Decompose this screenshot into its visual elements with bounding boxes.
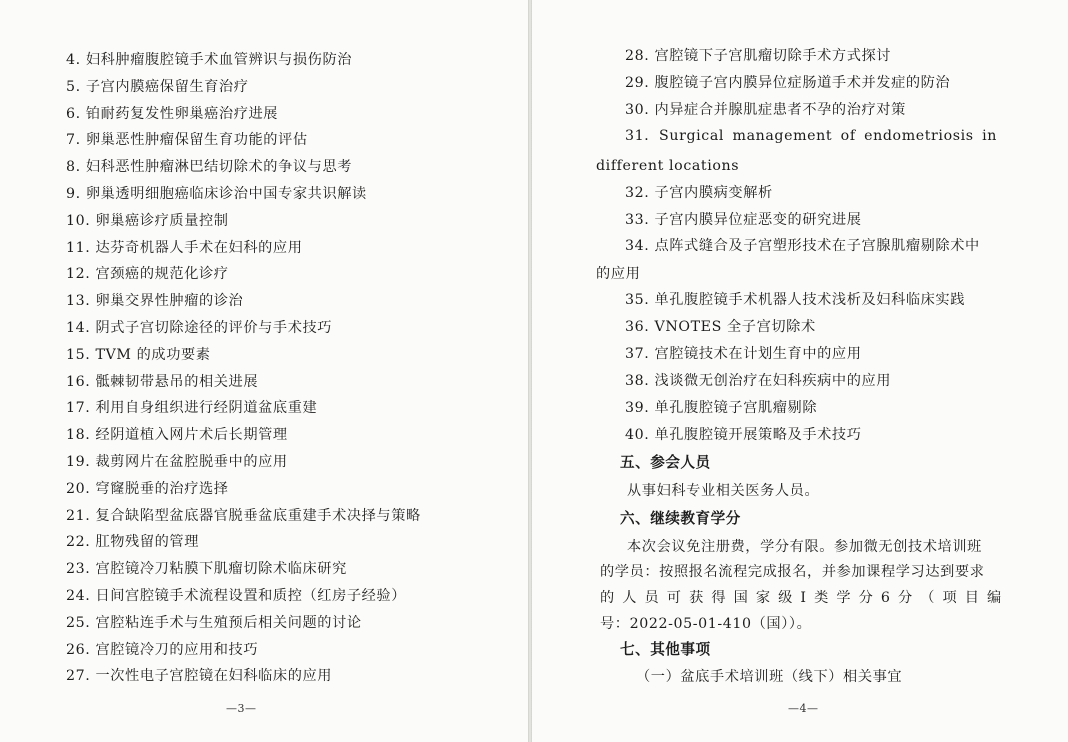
section6-line4: 号：2022-05-01-410（国））。 <box>600 616 812 632</box>
section6-line3-char: 的 <box>600 590 615 606</box>
list-item: 8. 妇科恶性肿瘤淋巴结切除术的争议与思考 <box>66 159 353 176</box>
list-item: 19. 裁剪网片在盆腔脱垂中的应用 <box>66 454 288 470</box>
section6-line3-char: 国 <box>733 590 749 606</box>
section6-line3-char: 人 <box>622 590 638 606</box>
list-item: 4. 妇科肿瘤腹腔镜手术血管辨识与损伤防治 <box>66 52 353 68</box>
list-item: 28. 宫腔镜下子宫肌瘤切除手术方式探讨 <box>625 48 892 64</box>
list-item-34: 34. 点阵式缝合及子宫塑形技术在子宫腺肌瘤剔除术中 <box>625 238 980 254</box>
section6-line3-char: 分 <box>897 590 913 606</box>
list-item: 14. 阴式子宫切除途径的评价与手术技巧 <box>66 320 333 336</box>
list-item: 20. 穹窿脱垂的治疗选择 <box>66 480 229 497</box>
list-item: 6. 铂耐药复发性卵巢癌治疗进展 <box>66 105 279 122</box>
list-item: 36. VNOTES 全子宫切除术 <box>625 319 816 335</box>
left-page <box>0 0 528 742</box>
list-item: 7. 卵巢恶性肿瘤保留生育功能的评估 <box>66 132 308 149</box>
section6-line3-char: 得 <box>711 590 727 606</box>
section6-line3-char: 分 <box>858 590 874 606</box>
section6-line2: 的学员：按照报名流程完成报名，并参加课程学习达到要求 <box>600 564 985 580</box>
section6-line3-char: （ <box>920 590 936 606</box>
list-item: 12. 宫颈癌的规范化诊疗 <box>66 266 229 283</box>
page-number-left: —3— <box>226 702 257 715</box>
section6-line1: 本次会议免注册费，学分有限。参加微无创技术培训班 <box>627 539 982 555</box>
section7-subheading: （一）盆底手术培训班（线下）相关事宜 <box>636 669 903 685</box>
section6-line3-char: 获 <box>689 590 704 606</box>
item31-word: 31．Surgical <box>625 128 725 144</box>
section6-heading: 六、继续教育学分 <box>620 510 741 527</box>
list-item: 11. 达芬奇机器人手术在妇科的应用 <box>66 239 303 256</box>
list-item: 22. 肛物残留的管理 <box>66 534 199 551</box>
page-number-right: —4— <box>788 702 819 715</box>
list-item: 23. 宫腔镜冷刀粘膜下肌瘤切除术临床研究 <box>66 561 347 578</box>
list-item: 21. 复合缺陷型盆底器官脱垂盆底重建手术决择与策略 <box>66 507 421 524</box>
section5-heading: 五、参会人员 <box>620 454 711 471</box>
list-item: 40. 单孔腹腔镜开展策略及手术技巧 <box>625 427 862 443</box>
list-item: 32. 子宫内膜病变解析 <box>625 185 773 201</box>
section6-line3-char: 6 <box>880 590 891 606</box>
section6-line3-char: 员 <box>644 590 660 606</box>
list-item: 38. 浅谈微无创治疗在妇科疾病中的应用 <box>625 373 892 389</box>
list-item: 29. 腹腔镜子宫内膜异位症肠道手术并发症的防治 <box>625 75 951 91</box>
list-item: 16. 骶棘韧带悬吊的相关进展 <box>66 373 259 390</box>
item31-word: endometriosis <box>864 128 974 144</box>
list-item: 30. 内异症合并腺肌症患者不孕的治疗对策 <box>625 102 906 118</box>
item31-word: of <box>840 128 856 144</box>
item31-word: in <box>982 128 997 144</box>
section6-line3-char: 编 <box>987 590 1002 606</box>
list-item: 26. 宫腔镜冷刀的应用和技巧 <box>66 641 259 658</box>
section6-line3-char: 类 <box>814 590 829 606</box>
list-item: 15. TVM 的成功要素 <box>66 346 211 363</box>
list-item-31-cont: different locations <box>596 158 740 174</box>
list-item: 17. 利用自身组织进行经阴道盆底重建 <box>66 400 318 417</box>
list-item: 27. 一次性电子宫腔镜在妇科临床的应用 <box>66 668 333 685</box>
list-item: 5. 子宫内膜癌保留生育治疗 <box>66 78 249 95</box>
section6-line3-char: 家 <box>755 590 771 606</box>
section5-text: 从事妇科专业相关医务人员。 <box>627 483 820 499</box>
item31-word: management <box>732 128 833 144</box>
section6-line3-char: 学 <box>836 590 852 606</box>
list-item: 35. 单孔腹腔镜手术机器人技术浅析及妇科临床实践 <box>625 292 966 308</box>
list-item: 9. 卵巢透明细胞癌临床诊治中国专家共识解读 <box>66 186 367 202</box>
section6-line3 <box>600 588 1002 608</box>
list-item: 10. 卵巢癌诊疗质量控制 <box>66 212 229 229</box>
right-page <box>532 0 1068 742</box>
list-item: 33. 子宫内膜异位症恶变的研究进展 <box>625 212 862 228</box>
list-item: 25. 宫腔粘连手术与生殖预后相关问题的讨论 <box>66 614 362 631</box>
list-item: 18. 经阴道植入网片术后长期管理 <box>66 427 288 444</box>
section6-line3-char: 级 <box>778 590 793 606</box>
list-item: 39. 单孔腹腔镜子宫肌瘤剔除 <box>625 400 818 416</box>
section7-heading: 七、其他事项 <box>620 641 711 658</box>
list-item: 13. 卵巢交界性肿瘤的诊治 <box>66 293 244 310</box>
list-item-31 <box>625 126 997 146</box>
section6-line3-char: 项 <box>942 590 958 606</box>
list-item: 24. 日间宫腔镜手术流程设置和质控（红房子经验） <box>66 588 407 604</box>
section6-line3-char: 可 <box>666 590 682 606</box>
section6-line3-char: 目 <box>964 590 980 606</box>
list-item: 37. 宫腔镜技术在计划生育中的应用 <box>625 346 862 362</box>
section6-line3-char: Ⅰ <box>800 590 807 606</box>
list-item-34-cont: 的应用 <box>596 266 641 282</box>
